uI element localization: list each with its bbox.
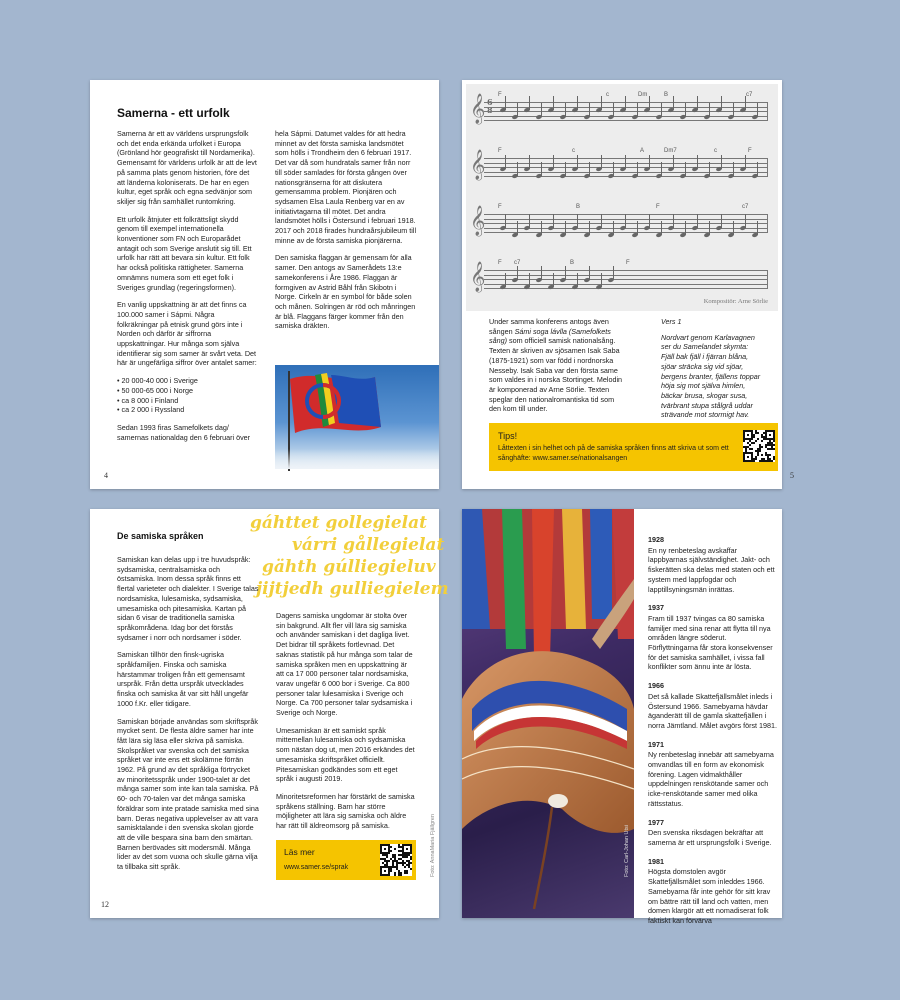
timeline-year: 1966	[648, 681, 664, 691]
clouds	[275, 449, 439, 469]
page-4	[90, 80, 439, 489]
timeline-year: 1928	[648, 535, 664, 544]
yoik-line: várri gållegielat	[292, 535, 445, 555]
page-5	[462, 80, 794, 489]
yoik-line: gähth gúlliegieluv	[262, 557, 436, 577]
paragraph: Samiskan kan delas upp i tre huvudspråk: sydsamiska, centralsamiska och östsamiska. Inom dessa språk finns ett flertal varieteter och dialekter. I Sverige talas nordsamiska, lulesamiska, sydsamiska, umesamiska och pitesamiska. Kartan på sidan 6 visar de traditionella samiska språkområdena. Idag bor det förstås sydsamer i norr och nordsamer i söder.	[117, 555, 259, 642]
paragraph: Sedan 1993 firas Samefolkets dag/ samernas nationaldag den 6 februari över	[117, 422, 251, 442]
sheet-music	[466, 84, 778, 311]
read-more-box	[276, 840, 416, 880]
timeline-year: 1977	[648, 817, 664, 827]
page-12	[90, 509, 449, 918]
chord-label: c	[572, 148, 575, 154]
chord-label: F	[656, 204, 660, 210]
timeline-text: Ny renbeteslag innebär att samebyarna omvandlas till en form av ekonomisk förening. Lagen vidmakthåller uppdelningen renskötande samer och icke-renskötande samer med olika rättsstatus.	[648, 750, 774, 808]
population-list	[117, 376, 257, 415]
chord-label: B	[576, 204, 581, 210]
chord-label: c	[606, 92, 609, 98]
verse-line: strävande mot stormigt hav.	[661, 410, 750, 420]
page-number: 5	[790, 471, 794, 480]
list-item: • 50 000-65 000 i Norge	[117, 385, 194, 395]
timeline-entry	[648, 818, 778, 848]
timeline-text: Det så kallade Skattefjällsmålet inleds i Östersund 1966. Samebyarna hävdar äganderätt till de gamla skattefjällen i norra Jämtland. Målet avgörs först 1981.	[648, 691, 778, 730]
verse-line: höja sig mot själva himlen,	[661, 381, 746, 391]
list-item: • 20 000-40 000 i Sverige	[117, 376, 198, 386]
timeline-entry	[648, 603, 778, 672]
timeline-text: Den svenska riksdagen bekräftar att samerna är ett ursprungsfolk i Sverige.	[648, 828, 772, 847]
treble-clef-icon: 𝄞	[470, 262, 486, 292]
gakti-detail-photo	[462, 509, 634, 918]
verse-line: Fjäll bak fjäll i fjärran blåna,	[661, 352, 749, 362]
page-13	[462, 509, 782, 925]
yoik-line: jijtjedh gulliegielem	[256, 579, 449, 599]
timeline-text: En ny renbeteslag avskaffar lappbyarnas självständighet. Jakt- och fiskerätten ska delas med staten och ett system med lappfogdar och lapptillsyningsmän inrättas.	[648, 545, 775, 594]
box-url[interactable]: www.samer.se/sprak	[284, 864, 349, 871]
paragraph: En vanlig uppskattning är att det finns ca 100.000 samer i Sápmi. Några folkräkningar på etnisk grund görs inte i Norden och därför är siffrorna uppskattningar. Hur många som själva identifierar sig som samer är svårt veta. Det här är ungefärliga siffror över antalet samer:	[117, 300, 257, 368]
chord-label: Dm	[638, 92, 648, 98]
photo-credit: Foto: Carl-Johan Utsi	[624, 825, 630, 877]
chord-label: A	[640, 148, 645, 154]
chord-label: F	[498, 260, 502, 266]
paragraph: hela Sápmi. Datumet valdes för att hedra minnet av det första samiska landsmötet som hölls i Trondheim den 6 februari 1917. Det var då som hundratals samer från norr till söder samlades för första gången över nationsgränserna för att diskutera gemensamma problem. Pionjären och sydsamen Elsa Laula Renberg var en av initiativtagarna till mötet. Det andra landsmötet hölls i Östersund i februari 1918. 2017 och 2018 firades hundraårsjubileum till minne av de första samiska pionjärerna.	[275, 129, 417, 245]
text: som officiell samisk nationalsång. Texten är skriven av sjösamen Isak Saba (1875-1921) som var född i nordnorska Nesseby. Isak Saba var den första same som valdes in i norska Stortinget. Melodin är komponerad av Arne Sörlie. Texten speglar den nationalromantiska tid som den kom till under.	[489, 336, 623, 414]
page-number: 12	[101, 900, 109, 909]
chord-label: F	[748, 148, 752, 154]
tips-box	[489, 423, 778, 471]
list-item: • ca 2 000 i Ryssland	[117, 405, 185, 415]
chord-label: F	[498, 92, 502, 98]
paragraph: Umesamiskan är ett samiskt språk mittemellan lulesamiska och sydsamiska som nästan dog ut, men 2016 erkändes det umesamiska skriftspråket officiellt. Pitesamiskan godkändes som ett eget språk i augusti 2019.	[276, 725, 415, 784]
composer-credit: Kompositör: Arne Sörlie	[703, 298, 768, 305]
qr-code[interactable]	[743, 430, 775, 462]
timeline	[648, 535, 778, 926]
timeline-entry	[648, 857, 778, 926]
box-title: Läs mer	[284, 847, 315, 857]
chord-label: Dm7	[664, 148, 677, 154]
chord-label: F	[498, 204, 502, 210]
verse-line: Nordvart genom Karlavagnen	[661, 332, 755, 342]
timeline-entry	[648, 681, 778, 731]
page-title: Samerna - ett urfolk	[117, 106, 230, 120]
anthem-text	[489, 317, 627, 422]
text-column-2	[275, 129, 417, 339]
chord-label: B	[570, 260, 575, 266]
verse-line: sjöar sträcka sig vid sjöar,	[661, 361, 744, 371]
treble-clef-icon: 𝄞	[470, 150, 486, 180]
chord-label: F	[626, 260, 630, 266]
text-column-1	[117, 129, 257, 450]
verse-line: bergens branter, fjällens toppar	[661, 371, 761, 381]
chord-label: c7	[742, 204, 749, 210]
chord-label: c7	[514, 260, 521, 266]
paragraph: Samiskan tillhör den finsk-ugriska språkfamiljen. Finska och samiska härstammar troligen från ett gemensamt urspråk. Från detta urspråk utvecklades finska och samiska åt var sitt håll ungefär 1000 f.Kr. eller tidigare.	[117, 650, 249, 708]
verse	[661, 317, 771, 420]
paragraph: Den samiska flaggan är gemensam för alla samer. Den antogs av Samerådets 13:e samekonferens i Åre 1986. Flaggan är formgiven av Astrid Båhl från Skibotn i Norge. Cirkeln är en symbol för både solen och månen. Solringen är röd och månringen är blå. Flaggans färger kommer från den samiska dräkten.	[275, 253, 416, 331]
tips-text: Låttexten i sin helhet och på de samiska språken finns att skriva ut som ett sånghäfte: www.samer.se/nationalsangen	[498, 445, 729, 462]
sami-flag-photo	[275, 365, 439, 469]
treble-clef-icon: 𝄞	[470, 206, 486, 236]
verse-line: ser du Samelandet skymta:	[661, 342, 749, 352]
text-column-2	[276, 611, 416, 839]
timeline-entry	[648, 535, 778, 594]
qr-code[interactable]	[380, 844, 412, 876]
verse-line: tvärbrant stupa stålgrå uddar	[661, 400, 753, 410]
list-item: • ca 8 000 i Finland	[117, 395, 179, 405]
paragraph: Minoritetsreformen har förstärkt de samiska språkens ställning. Barn har större möjligheter att lära sig samiska och äldre har rätt till äldreomsorg på samiska.	[276, 791, 415, 831]
timeline-text: Fram till 1937 tvingas ca 80 samiska familjer med sina renar att flytta till nya områden längre söderut. Förflyttningarna får stora konsekvenser för det samiska samhället, i vissa fall konflikter som ännu inte är lösta.	[648, 613, 773, 672]
text: Under samma konferens antogs även sången	[489, 317, 609, 336]
verse-title: Vers 1	[661, 317, 682, 326]
tips-title: Tips!	[498, 431, 518, 441]
chord-label: c	[714, 148, 717, 154]
time-signature: 6 8	[487, 97, 493, 115]
page-number: 4	[104, 471, 108, 480]
chord-label: B	[664, 92, 669, 98]
chord-label: F	[498, 148, 502, 154]
photo-credit: Foto: AnnaMaria Fjällgren	[430, 814, 436, 877]
chord-label: c7	[746, 92, 753, 98]
text-column-1	[117, 555, 259, 880]
paragraph: Ett urfolk åtnjuter ett folkrättsligt skydd genom till exempel internationella konventioner som FN och Europarådet antagit och som Sverige anslutit sig till. Ett urfolk har rätt att bevara sin kultur. Ett folk har också politiska rättigheter. Samerna omnämns numera som ett eget folk i Sveriges grundlag (regeringsformen).	[117, 214, 252, 292]
verse-line: bäckar brusa, skogar susa,	[661, 390, 748, 400]
paragraph: Samerna är ett av världens ursprungsfolk och det enda erkända urfolket i Europa (Grönland hör geografiskt till Nordamerika). Gemensamt för världens urfolk är att de levt på samma plats genom historien, före det att länderna koloniserats. De har en egen kultur, eget språk och egna sedvänjor som skiljer sig från samhället runtomkring.	[117, 129, 257, 206]
page-title: De samiska språken	[117, 531, 204, 541]
timeline-text: Högsta domstolen avgör Skattefjällsmålet som inleddes 1966. Samebyarna får inte gehör för sitt krav om bättre rätt till land och vatten, men domen klargör att ett nomadiserat folk faktiskt kan förvärva	[648, 867, 771, 925]
song-title: Sámi soga lávlla (Samefolkets sång)	[489, 326, 611, 346]
photo-illustration	[462, 509, 634, 918]
timeline-year: 1937	[648, 603, 664, 613]
paragraph: Samiskan började användas som skriftspråk mycket sent. De flesta äldre samer har inte fått lära sig läsa eller skriva på samiska. Skolspråket var svenska och det samiska språket var inte ens ett skolämne förrän 1962. På grund av det språkliga förtrycket av minoritetsspråk under 1900-talet är det många samer som inte kan tala samiska. På 60- och 70-talen var det många samiska föräldrar som inte pratade samiska med sina barn. Deras negativa upplevelser av att vara samisktalande i den svenska skolan gjorde att de ville bespara sina barn den smärtan. Barnen berövades sitt modersmål. Många lider av det som vuxna och skulle gärna vilja ta tillbaka sitt språk.	[117, 716, 259, 872]
timeline-year: 1981	[648, 856, 664, 866]
treble-clef-icon: 𝄞	[470, 94, 486, 124]
timeline-entry	[648, 740, 778, 809]
yoik-line: gáhttet gollegielat	[250, 513, 427, 533]
paragraph: Dagens samiska ungdomar är stolta över sin bakgrund. Allt fler vill lära sig samiska och använder samiskan i det dagliga livet. Det bidrar till språkets fortlevnad. Det saknas statistik på hur många som talar de samiska språken men en uppskattning är att ca 17 000 personer talar nordsamiska, varav ungefär 6 000 bor i Sverige. Ca 800 personer talar lulesamiska i Sverige och Norge. Ca 700 personer talar sydsamiska i Sverige och Norge.	[276, 611, 413, 718]
timeline-year: 1971	[648, 739, 664, 749]
